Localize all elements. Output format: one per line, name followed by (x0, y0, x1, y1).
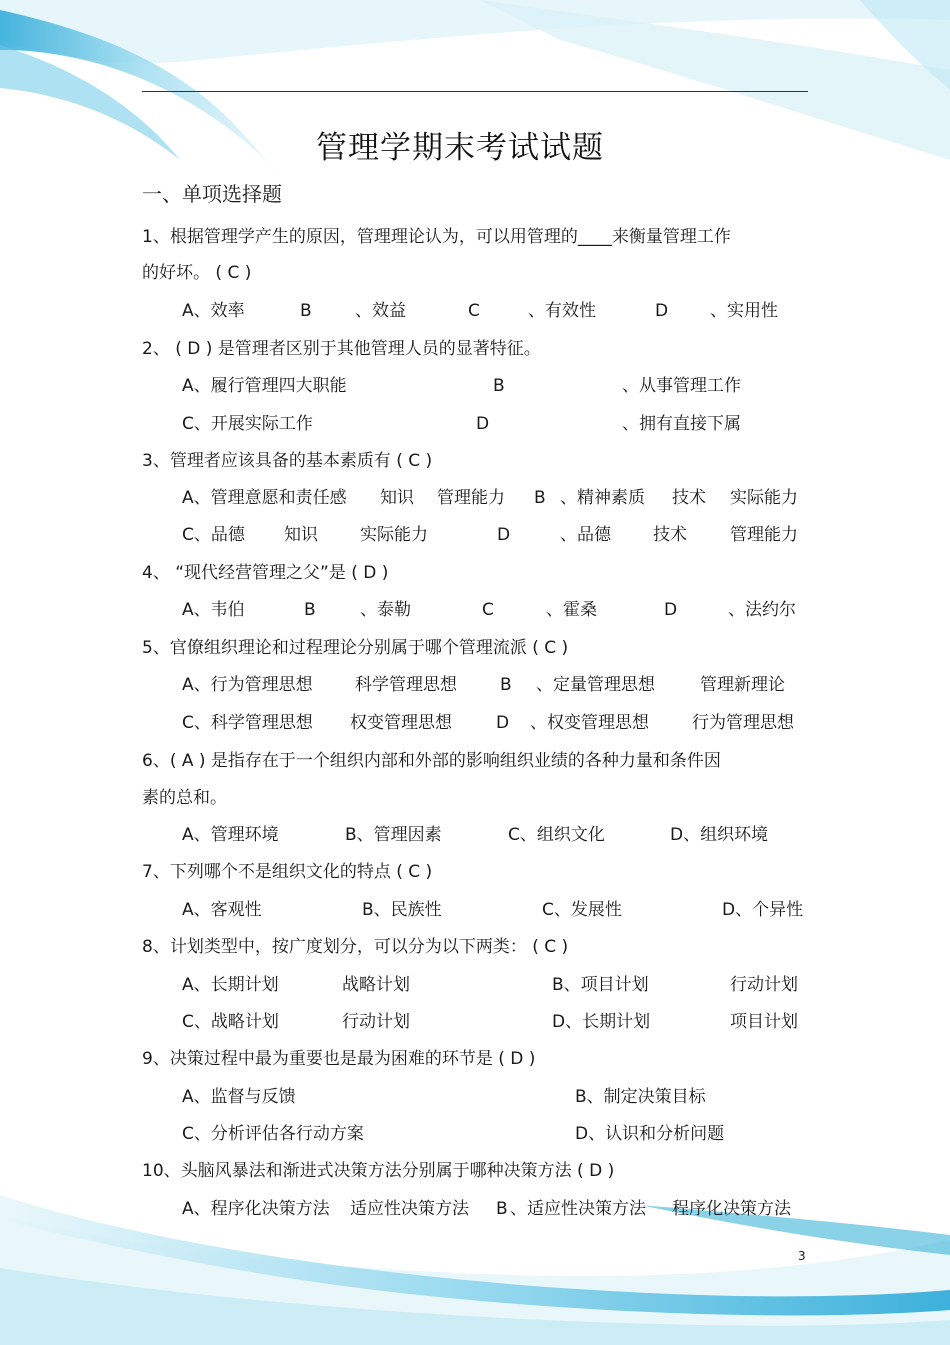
q9-option: C、分析评估各行动方案 (182, 1124, 364, 1144)
q8-option: 行动计划 (342, 1012, 410, 1032)
q3-option: 管理能力 (437, 488, 505, 508)
q5-option: B (500, 675, 512, 695)
q8-option: B、项目计划 (552, 975, 649, 995)
q3-option: 、品德 (560, 525, 611, 545)
q1-option: 、实用性 (710, 301, 778, 321)
q4-option: D (664, 600, 678, 620)
q3-option: 技术 (672, 488, 706, 508)
q3-option: 实际能力 (360, 525, 428, 545)
q5-option: 行为管理思想 (692, 713, 794, 733)
q10-option: B (496, 1199, 508, 1219)
q5-option: 科学管理思想 (355, 675, 457, 695)
q3-option: 知识 (284, 525, 318, 545)
q8-option: 战略计划 (342, 975, 410, 995)
q3-option: 实际能力 (730, 488, 798, 508)
q9-option: A、监督与反馈 (182, 1087, 296, 1107)
q10-option: A、程序化决策方法 (182, 1199, 330, 1219)
q2-option: 、从事管理工作 (622, 376, 741, 396)
page-title: 管理学期末考试试题 (316, 130, 604, 166)
section-heading: 一、单项选择题 (142, 182, 282, 206)
q2-option: B (493, 376, 505, 396)
q3-option: C、品德 (182, 525, 245, 545)
q7-option: A、客观性 (182, 900, 262, 920)
q5-option: A、行为管理思想 (182, 675, 313, 695)
q1-option: C (468, 301, 480, 321)
q3-option: A、管理意愿和责任感 (182, 488, 347, 508)
question-3: 3、管理者应该具备的基本素质有 ( C ) (142, 451, 433, 471)
question-6-line-1: 6、( A ) 是指存在于一个组织内部和外部的影响组织业绩的各种力量和条件因 (142, 751, 721, 771)
question-1-line-2: 的好坏。 ( C ) (142, 263, 252, 283)
q6-option: B、管理因素 (345, 825, 442, 845)
page-number: 3 (798, 1249, 806, 1263)
q7-option: C、发展性 (542, 900, 622, 920)
q8-option: 行动计划 (730, 975, 798, 995)
q4-option: 、霍桑 (546, 600, 597, 620)
q1-option: D (655, 301, 669, 321)
q2-option: D (476, 414, 490, 434)
q5-option: 、定量管理思想 (536, 675, 655, 695)
q10-option: 适应性决策方法 (350, 1199, 469, 1219)
q3-option: B (534, 488, 546, 508)
q10-option: 程序化决策方法 (672, 1199, 791, 1219)
q4-option: A、韦伯 (182, 600, 245, 620)
question-8: 8、计划类型中，按广度划分，可以分为以下两类： ( C ) (142, 937, 569, 957)
question-6-line-2: 素的总和。 (142, 788, 227, 808)
header-rule (142, 91, 808, 92)
q1-option: 、效益 (355, 301, 406, 321)
q4-option: 、法约尔 (728, 600, 796, 620)
question-7: 7、下列哪个不是组织文化的特点 ( C ) (142, 862, 433, 882)
question-1-line-1: 1、根据管理学产生的原因，管理理论认为，可以用管理的____来衡量管理工作 (142, 227, 731, 247)
q4-option: C (482, 600, 494, 620)
q4-option: 、泰勒 (360, 600, 411, 620)
q7-option: B、民族性 (362, 900, 442, 920)
q3-option: 、精神素质 (560, 488, 645, 508)
q3-option: D (497, 525, 511, 545)
q7-option: D、个异性 (722, 900, 804, 920)
question-10: 10、头脑风暴法和渐进式决策方法分别属于哪种决策方法 ( D ) (142, 1161, 615, 1181)
q2-option: A、履行管理四大职能 (182, 376, 347, 396)
q8-option: A、长期计划 (182, 975, 279, 995)
q4-option: B (304, 600, 316, 620)
q1-option: 、有效性 (528, 301, 596, 321)
q9-option: D、认识和分析问题 (575, 1124, 725, 1144)
q5-option: D (496, 713, 510, 733)
q8-option: C、战略计划 (182, 1012, 279, 1032)
q6-option: C、组织文化 (508, 825, 605, 845)
q8-option: 项目计划 (730, 1012, 798, 1032)
q5-option: 、权变管理思想 (530, 713, 649, 733)
q5-option: 权变管理思想 (350, 713, 452, 733)
q9-option: B、制定决策目标 (575, 1087, 706, 1107)
q2-option: C、开展实际工作 (182, 414, 313, 434)
question-9: 9、决策过程中最为重要也是最为困难的环节是 ( D ) (142, 1049, 536, 1069)
q5-option: C、科学管理思想 (182, 713, 313, 733)
q5-option: 管理新理论 (700, 675, 785, 695)
q1-option: B (300, 301, 312, 321)
q3-option: 管理能力 (730, 525, 798, 545)
q10-option: 、适应性决策方法 (510, 1199, 646, 1219)
q6-option: D、组织环境 (670, 825, 769, 845)
question-5: 5、官僚组织理论和过程理论分别属于哪个管理流派 ( C ) (142, 638, 569, 658)
q3-option: 知识 (380, 488, 414, 508)
question-2: 2、 ( D ) 是管理者区别于其他管理人员的显著特征。 (142, 339, 541, 359)
q3-option: 技术 (653, 525, 687, 545)
q1-option: A、效率 (182, 301, 245, 321)
question-4: 4、 “现代经营管理之父”是 ( D ) (142, 563, 389, 583)
q6-option: A、管理环境 (182, 825, 279, 845)
q8-option: D、长期计划 (552, 1012, 651, 1032)
q2-option: 、拥有直接下属 (622, 414, 741, 434)
